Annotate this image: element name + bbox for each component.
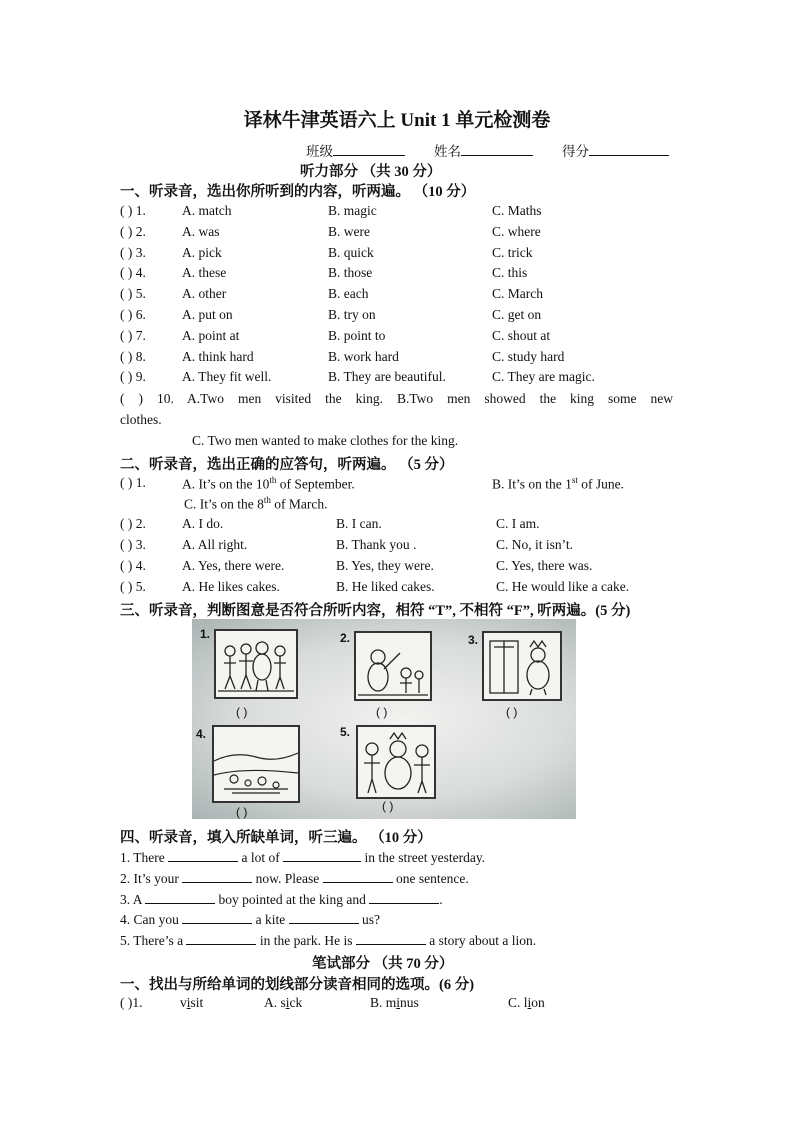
s1-item10-line1: ( ) 10. A.Two men visited the king. B.Two men showed the king some new	[120, 391, 673, 406]
option-c: C. shout at	[492, 327, 551, 343]
picture-5-answer[interactable]: ( )	[382, 799, 394, 813]
option-b: B. Thank you .	[336, 537, 417, 552]
s1-item	[120, 224, 680, 244]
section3-heading: 三、听录音，判断图意是否符合所听内容，相符 “T”, 不相符 “F”, 听两遍。(5 分)	[120, 603, 631, 619]
listening-heading: 听力部分 （共 30 分）	[300, 164, 442, 180]
page-title: 译林牛津英语六上 Unit 1 单元检测卷	[243, 110, 551, 131]
item-number: ( ) 6.	[120, 307, 146, 322]
s1-item	[120, 265, 680, 285]
s1-item	[120, 286, 680, 306]
name-label: 姓名	[434, 144, 461, 159]
option-a: A. He likes cakes.	[182, 579, 280, 594]
s1-item	[120, 369, 680, 389]
option-b: B. try on	[328, 307, 376, 322]
s4-line-5: 5. There’s a in the park. He is a story about a lion.	[120, 933, 537, 948]
option-a: A. think hard	[182, 348, 254, 364]
option-a: A. They fit well.	[182, 369, 272, 385]
fill-blank[interactable]	[369, 891, 439, 904]
option-a: A. Yes, there were.	[182, 558, 285, 573]
option-c: C. study hard	[492, 348, 565, 364]
item-number: ( ) 4.	[120, 265, 146, 281]
score-label: 得分	[562, 144, 589, 159]
people-walking-illustration	[216, 631, 296, 697]
option-b: B. those	[328, 265, 373, 281]
option-c: C. Yes, there was.	[496, 558, 593, 573]
option-c: C. trick	[492, 244, 533, 260]
fill-blank[interactable]	[356, 932, 426, 945]
fill-blank[interactable]	[283, 849, 361, 862]
item-number: ( ) 2.	[120, 223, 146, 239]
king-and-men-illustration	[358, 727, 434, 797]
s4-line-4: 4. Can you a kite us?	[120, 912, 380, 927]
option-b: B. I can.	[336, 516, 382, 531]
option-b: B. each	[328, 286, 369, 302]
picture-4	[212, 725, 300, 803]
picture-2-number: 2.	[340, 631, 351, 645]
picture-1	[214, 629, 298, 699]
written-section1-heading: 一、找出与所给单词的划线部分读音相同的选项。(6 分)	[120, 977, 475, 993]
option-a: A. All right.	[182, 537, 248, 552]
king-wardrobe-illustration	[484, 633, 560, 699]
fill-blank[interactable]	[145, 891, 215, 904]
section2-heading: 二、听录音，选出正确的应答句，听两遍。 （5 分）	[120, 457, 454, 473]
fill-blank[interactable]	[186, 932, 256, 945]
option-a: A. point at	[182, 327, 240, 343]
option-b: B. minus	[370, 995, 419, 1010]
s1-item	[120, 203, 680, 223]
option-b: B. were	[328, 223, 370, 239]
option-c: C. lion	[508, 995, 545, 1010]
option-c: C. They are magic.	[492, 369, 595, 385]
s2-item-1	[120, 475, 680, 495]
item-number: ( ) 8.	[120, 348, 146, 364]
item-number: ( )1.	[120, 995, 143, 1010]
s1-item10-line2: clothes.	[120, 412, 162, 427]
option-b: B. It’s on the 1st of June.	[492, 475, 625, 492]
option-b: B. quick	[328, 244, 374, 260]
item-number: ( ) 5.	[120, 579, 146, 594]
option-a: A. sick	[264, 995, 303, 1010]
picture-2	[354, 631, 432, 701]
s4-line-2: 2. It’s your now. Please one sentence.	[120, 871, 469, 886]
picture-3-number: 3.	[468, 633, 479, 647]
option-b: B. He liked cakes.	[336, 579, 435, 594]
picture-1-number: 1.	[200, 627, 211, 641]
s4-line-3: 3. A boy pointed at the king and .	[120, 892, 443, 907]
s2-item	[120, 516, 680, 536]
section4-heading: 四、听录音，填入所缺单词，听三遍。 （10 分）	[120, 830, 432, 846]
item-number: ( ) 1.	[120, 203, 146, 218]
option-b: B. They are beautiful.	[328, 369, 446, 385]
option-c: C. March	[492, 286, 543, 302]
given-word: visit	[180, 995, 204, 1010]
s2-item	[120, 558, 680, 578]
class-label: 班级	[306, 144, 333, 159]
boy-pointing-illustration	[356, 633, 430, 699]
s2-item-1-c	[120, 495, 680, 515]
fill-blank[interactable]	[323, 870, 393, 883]
picture-5	[356, 725, 436, 799]
written-heading: 笔试部分 （共 70 分）	[312, 956, 454, 972]
picture-1-answer[interactable]: ( )	[236, 705, 248, 719]
s1-item	[120, 349, 680, 369]
score-field[interactable]	[562, 140, 669, 160]
item-number: ( ) 4.	[120, 558, 146, 573]
name-field[interactable]	[434, 140, 533, 160]
option-a: A. match	[182, 203, 232, 218]
section1-heading: 一、听录音，选出你所听到的内容，听两遍。 （10 分）	[120, 184, 476, 200]
option-a: A. I do.	[182, 516, 224, 531]
option-b: B. work hard	[328, 348, 399, 364]
option-a: A. It’s on the 10th of September.	[182, 475, 355, 492]
fill-blank[interactable]	[182, 870, 252, 883]
picture-panel	[192, 619, 576, 819]
picture-4-number: 4.	[196, 727, 207, 741]
option-c: C. this	[492, 265, 528, 281]
picture-3	[482, 631, 562, 701]
option-a: A. was	[182, 223, 220, 239]
s1-item	[120, 307, 680, 327]
item-number: ( ) 3.	[120, 537, 146, 552]
item-number: ( ) 7.	[120, 327, 146, 343]
option-b: B. Yes, they were.	[336, 558, 434, 573]
option-c: C. No, it isn’t.	[496, 537, 574, 552]
s4-line-1: 1. There a lot of in the street yesterday.	[120, 850, 486, 865]
option-c: C. He would like a cake.	[496, 579, 630, 594]
option-a: A. these	[182, 265, 227, 281]
s2-item	[120, 579, 680, 599]
item-number: ( ) 1.	[120, 475, 146, 490]
s1-item10-line3: C. Two men wanted to make clothes for the king.	[192, 433, 459, 448]
picture-5-number: 5.	[340, 725, 351, 739]
s2-item	[120, 537, 680, 557]
item-number: ( ) 2.	[120, 516, 146, 531]
picture-3-answer[interactable]: ( )	[506, 705, 518, 719]
option-c: C. Maths	[492, 203, 542, 218]
option-a: A. put on	[182, 307, 233, 322]
option-c: C. I am.	[496, 516, 540, 531]
option-b: B. point to	[328, 327, 386, 343]
item-number: ( ) 3.	[120, 244, 146, 260]
picture-2-answer[interactable]: ( )	[376, 705, 388, 719]
option-b: B. magic	[328, 203, 377, 218]
fill-blank[interactable]	[168, 849, 238, 862]
option-c: C. where	[492, 223, 541, 239]
s1-item	[120, 245, 680, 265]
fill-blank[interactable]	[182, 911, 252, 924]
option-a: A. other	[182, 286, 227, 302]
option-c: C. get on	[492, 307, 542, 322]
fill-blank[interactable]	[289, 911, 359, 924]
item-number: ( ) 5.	[120, 286, 146, 302]
option-c: C. It’s on the 8th of March.	[184, 495, 328, 512]
w1-item-1	[120, 995, 680, 1015]
park-scene-illustration	[214, 727, 298, 801]
class-field[interactable]	[306, 140, 405, 160]
option-a: A. pick	[182, 244, 222, 260]
s1-item	[120, 328, 680, 348]
picture-4-answer[interactable]: ( )	[236, 805, 248, 819]
item-number: ( ) 9.	[120, 369, 146, 385]
